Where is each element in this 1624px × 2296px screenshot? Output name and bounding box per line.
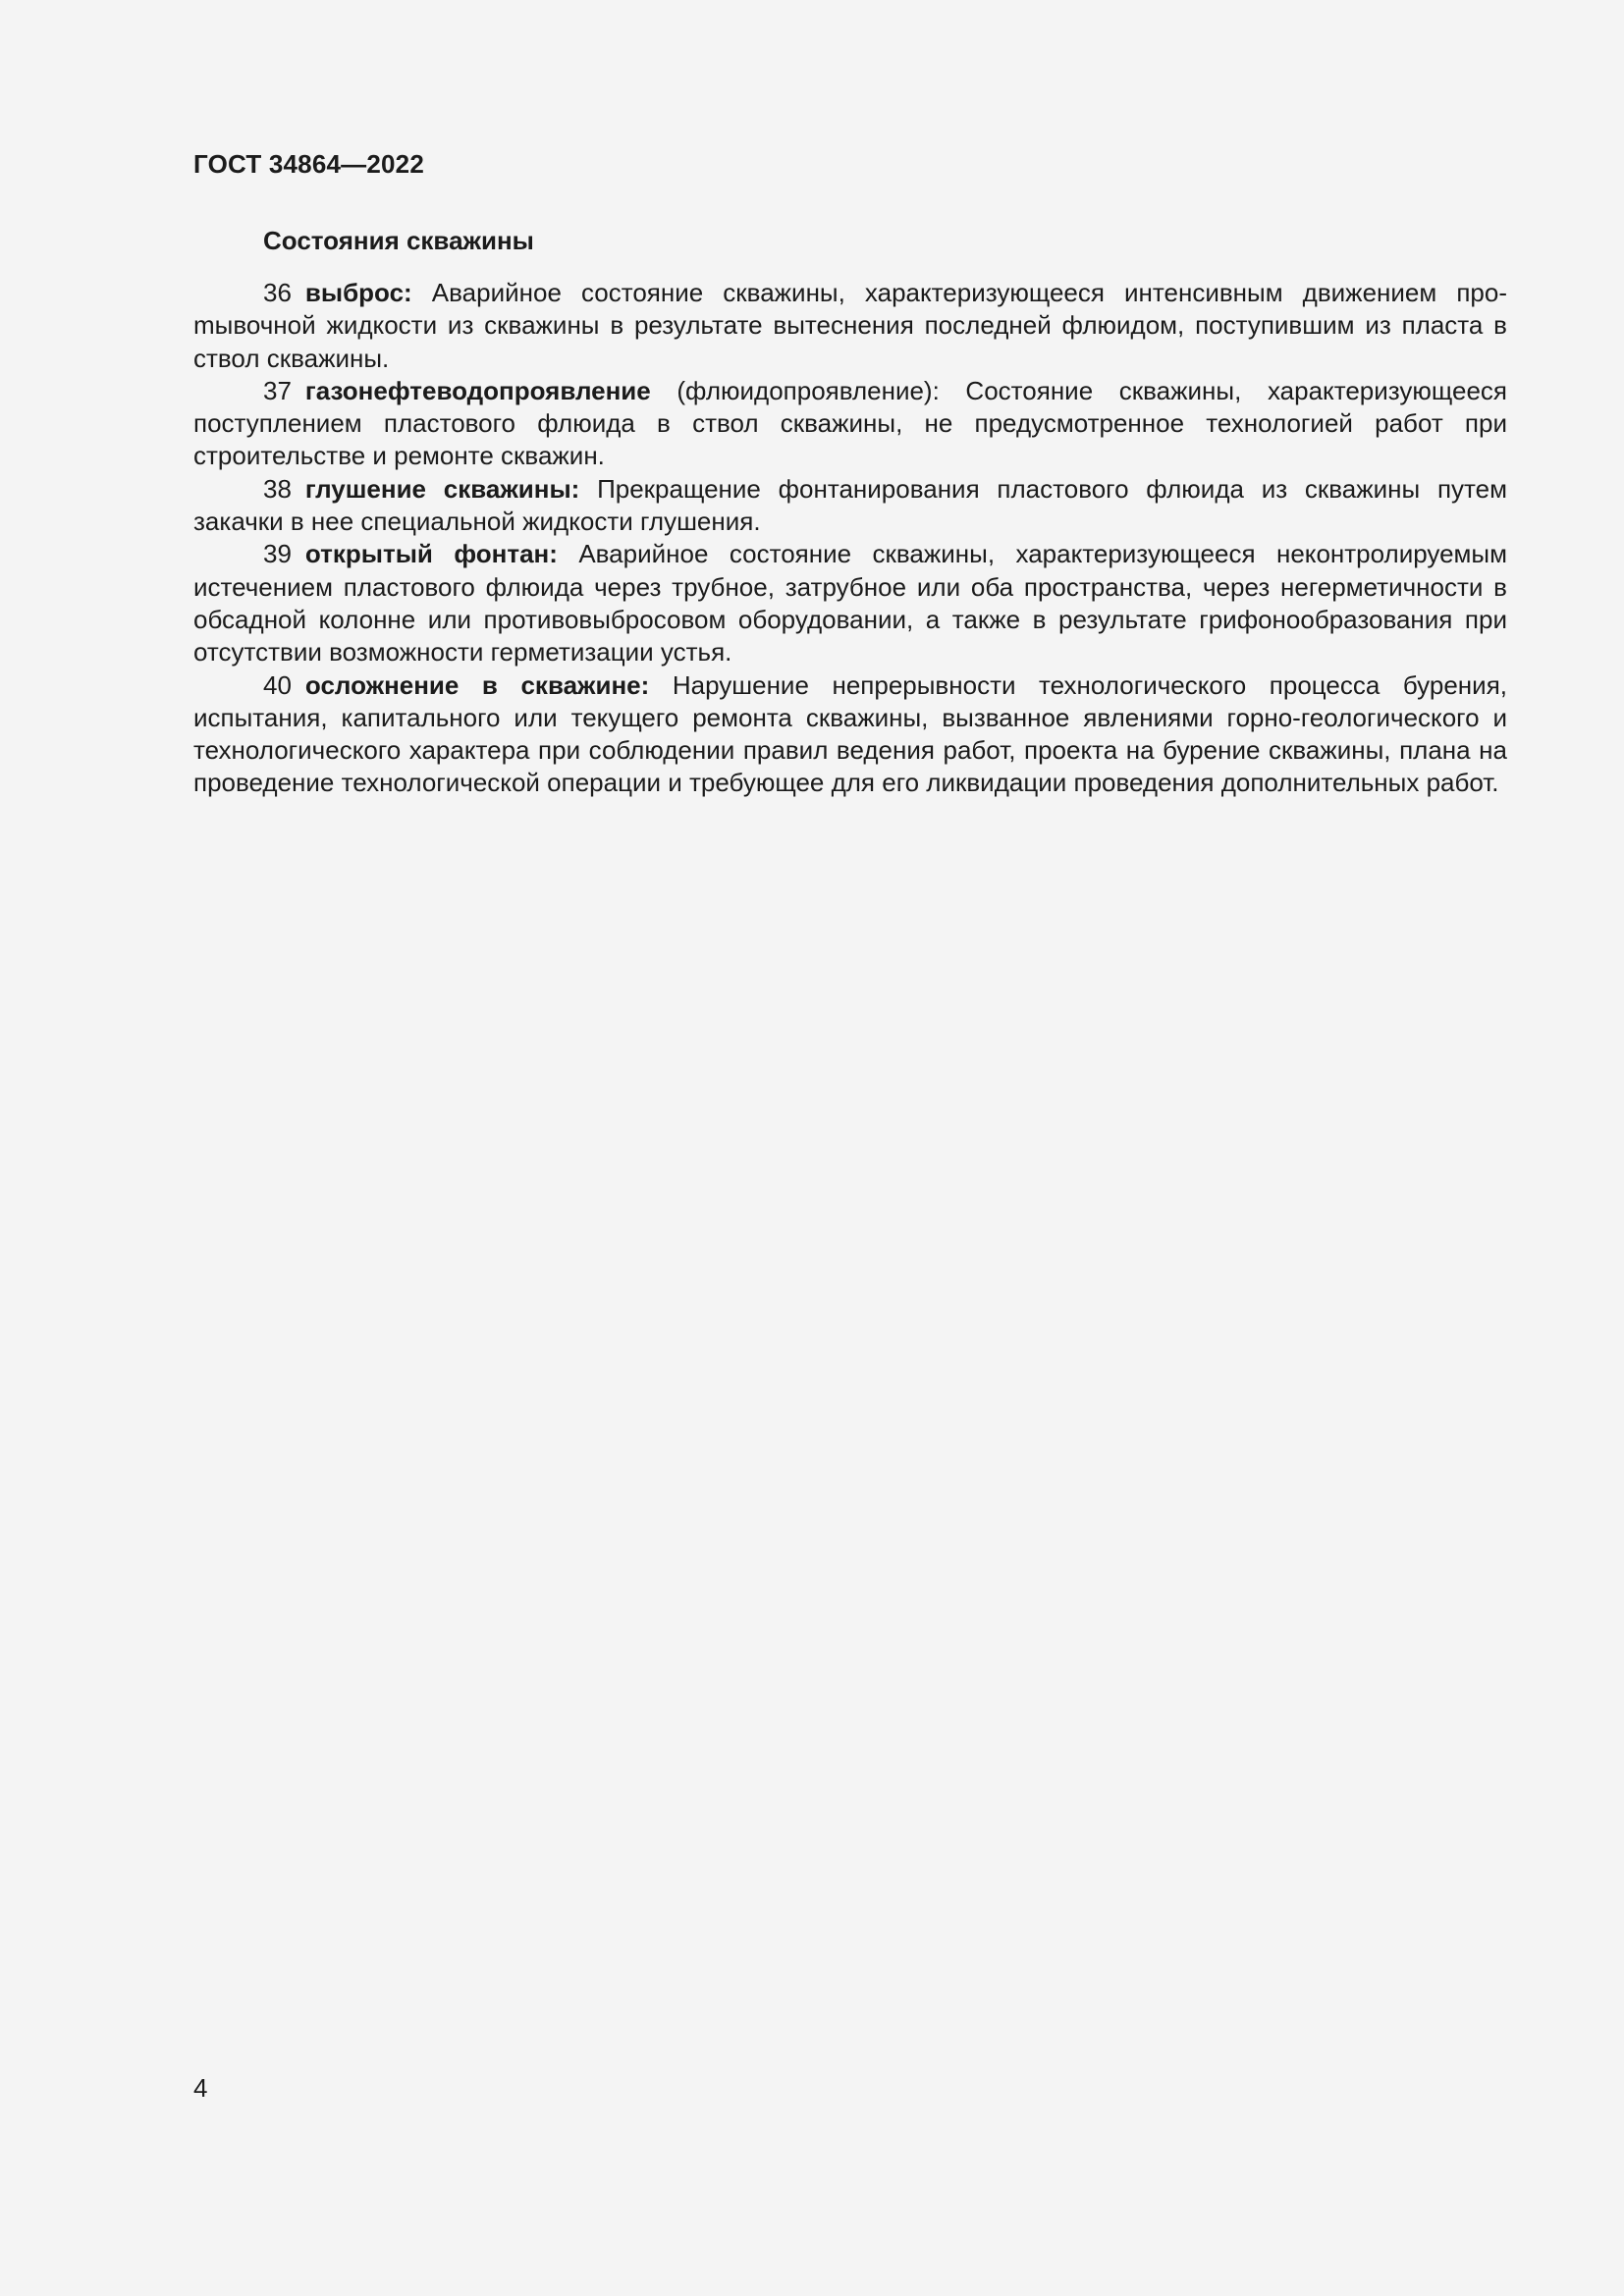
term-entry-36 [193, 277, 1507, 375]
term-name: газонефтеводопроявление [304, 375, 651, 405]
term-entry-39 [193, 538, 1507, 668]
term-entry-40 [193, 669, 1507, 800]
term-name: открытый фонтан: [304, 539, 558, 569]
term-definition: Аварийное состояние скважины, характеризующееся интенсивным движением проmывочной жидкости из скважины в результате вытеснения последней флюидом, поступившим из пласта в ствол скважины. [193, 278, 1507, 373]
term-number: 38 [263, 473, 292, 504]
page-content [193, 224, 1507, 800]
term-name: выброс: [304, 278, 412, 307]
term-definition: (флюидопроявление): Состояние скважины, характеризующееся поступлением пластового флюида в ствол скважины, не предусмотренное технологией работ при строительстве и ремонте скважин. [193, 375, 1507, 471]
term-definition: Прекращение фонтанирования пластового флюида из скважины путем закачки в нее специальной жидкости глушения. [193, 473, 1507, 537]
term-number: 37 [263, 375, 292, 405]
page-number: 4 [193, 2073, 208, 2103]
term-number: 40 [263, 669, 292, 700]
term-entry-38 [193, 473, 1507, 539]
term-definition: Аварийное состояние скважины, характеризующееся неконтролируемым истечением пластового флюида через трубное, затрубное или оба пространства, через негерметичности в обсадной колонне или противовыбросовом оборудовании, а также в результате грифонообразования при отсутствии возможности герметизации устья. [193, 539, 1507, 667]
term-number: 39 [263, 539, 292, 569]
term-definition: Нарушение непрерывности технологического процесса бурения, испытания, капитального или текущего ремонта скважины, вызванное явлениями горно-геологического и технологического характера при соблюдении правил ведения работ, проекта на бурение скважины, плана на проведение технологической операции и требующее для его ликвидации проведения дополнительных работ. [193, 669, 1507, 798]
document-code-header: ГОСТ 34864—2022 [193, 149, 424, 179]
section-title: Состояния скважины [263, 226, 534, 255]
term-number: 36 [263, 278, 292, 307]
term-name: осложнение в скважине: [304, 669, 650, 700]
term-entry-37 [193, 375, 1507, 473]
term-name: глушение скважины: [304, 473, 580, 504]
